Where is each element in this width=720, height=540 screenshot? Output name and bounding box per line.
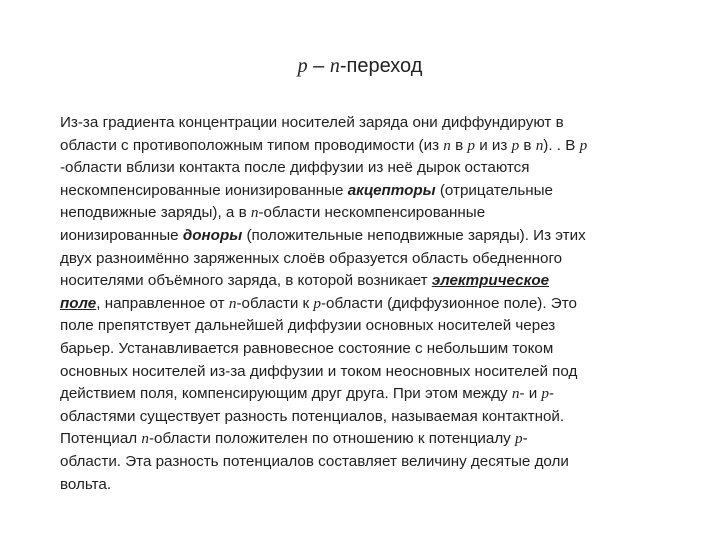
- text-run: поле препятствует дальнейшей диффузии основных носителей через: [60, 317, 556, 335]
- slide-title: [0, 54, 720, 78]
- text-line: [60, 270, 710, 293]
- text-line: [60, 361, 710, 384]
- title-rest: -переход: [339, 55, 423, 77]
- text-line: [60, 383, 710, 406]
- emphasized-term: поле: [60, 294, 97, 312]
- text-run: области. Эта разность потенциалов составляет величину десятые доли: [60, 452, 569, 470]
- text-run: -области к: [236, 294, 314, 312]
- text-run: двух разноимённо заряженных слоёв образуется область обедненного: [60, 249, 563, 267]
- text-line: [60, 157, 710, 180]
- text-run: -: [522, 430, 528, 448]
- text-line: [60, 135, 710, 158]
- text-run: -: [549, 385, 555, 403]
- text-run: Потенциал: [60, 430, 142, 448]
- text-line: [60, 248, 710, 271]
- italic-symbol: p: [467, 136, 475, 154]
- text-run: действием поля, компенсирующим друг друга. При этом между: [60, 385, 512, 403]
- text-line: [60, 202, 710, 225]
- text-run: носителями объёмного заряда, в которой возникает: [60, 272, 432, 290]
- italic-symbol: n: [141, 430, 149, 448]
- text-run: , направленное от: [96, 294, 229, 312]
- italic-symbol: n: [228, 294, 237, 312]
- emphasized-term: доноры: [182, 226, 243, 244]
- text-run: вольта.: [60, 475, 112, 493]
- text-line: [60, 293, 710, 316]
- text-line: [60, 338, 710, 361]
- emphasized-term: электрическое: [431, 272, 550, 290]
- text-run: - и: [519, 385, 542, 403]
- italic-symbol: n: [535, 136, 544, 154]
- text-run: областями существует разность потенциалов, называемая контактной.: [60, 407, 565, 425]
- italic-symbol: n: [250, 204, 259, 222]
- italic-symbol: p: [515, 430, 523, 448]
- title-n-letter: n: [329, 55, 340, 77]
- text-run: -области положителен по отношению к потенциалу: [148, 430, 515, 448]
- text-line: [60, 112, 710, 135]
- italic-symbol: n: [443, 136, 451, 154]
- text-run: Из-за градиента концентрации носителей заряда они диффундируют в: [60, 114, 564, 131]
- italic-symbol: n: [511, 385, 520, 403]
- text-line: [60, 474, 710, 497]
- emphasized-term: акцепторы: [347, 181, 436, 199]
- text-run: (отрицательные: [435, 181, 553, 199]
- text-run: ). . В: [543, 136, 580, 154]
- text-line: [60, 180, 710, 203]
- text-run: области с противоположным типом проводимости (из: [60, 136, 444, 154]
- title-p-letter: p: [297, 55, 308, 77]
- text-run: нескомпенсированные ионизированные: [60, 181, 348, 199]
- text-run: неподвижные заряды), а в: [60, 204, 251, 222]
- text-run: ионизированные: [60, 226, 183, 244]
- text-run: -области (диффузионное поле). Это: [320, 294, 577, 312]
- text-line: [60, 225, 710, 248]
- text-run: -области нескомпенсированные: [258, 204, 486, 222]
- italic-symbol: p: [541, 385, 550, 403]
- text-run: (положительные неподвижные заряды). Из этих: [242, 226, 586, 244]
- text-run: барьер. Устанавливается равновесное состояние с небольшим током: [60, 339, 554, 357]
- text-run: в: [450, 136, 468, 154]
- text-run: в: [519, 136, 536, 154]
- text-line: [60, 315, 710, 338]
- text-run: основных носителей из-за диффузии и током неосновных носителей под: [60, 362, 578, 380]
- italic-symbol: p: [313, 294, 321, 312]
- italic-symbol: p: [579, 136, 588, 154]
- text-run: -области вблизи контакта после диффузии из неё дырок остаются: [60, 159, 530, 177]
- title-dash: –: [307, 55, 330, 77]
- text-line: [60, 451, 710, 474]
- text-line: [60, 428, 710, 451]
- text-line: [60, 406, 710, 429]
- italic-symbol: p: [511, 136, 520, 154]
- text-run: и из: [475, 136, 512, 154]
- body-paragraph: [60, 112, 710, 496]
